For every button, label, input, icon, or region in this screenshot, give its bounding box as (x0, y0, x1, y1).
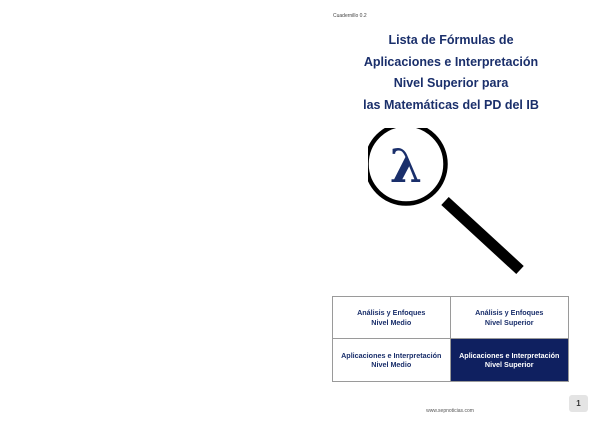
course-name: Análisis y Enfoques (357, 308, 426, 317)
course-name: Análisis y Enfoques (475, 308, 544, 317)
document-title (320, 30, 582, 116)
title-line-4: las Matemáticas del PD del IB (363, 97, 539, 112)
course-cell-aa-hl (451, 297, 569, 339)
course-cell-ai-sl (333, 339, 451, 381)
course-level: Nivel Superior (484, 360, 534, 369)
title-line-3: Nivel Superior para (393, 76, 509, 90)
title-line-1: Lista de Fórmulas de (388, 33, 514, 47)
course-name: Aplicaciones e Interpretación (341, 350, 442, 360)
course-grid (332, 296, 569, 382)
edition-label: Cuadernillo 0.2 (333, 13, 367, 19)
course-level: Nivel Superior (484, 317, 534, 327)
title-line-2: Aplicaciones e Interpretación (363, 54, 539, 69)
course-cell-aa-sl (333, 297, 451, 339)
page-number-badge: 1 (569, 395, 588, 412)
magnifier-lambda-icon (368, 128, 530, 278)
course-name: Aplicaciones e Interpretación (459, 350, 560, 360)
lambda-symbol: λ (389, 139, 423, 193)
course-level: Nivel Medio (371, 317, 412, 327)
course-level: Nivel Medio (371, 360, 412, 369)
footer-url: www.sepnoticias.com (426, 408, 474, 414)
course-cell-ai-hl-selected (451, 339, 569, 381)
